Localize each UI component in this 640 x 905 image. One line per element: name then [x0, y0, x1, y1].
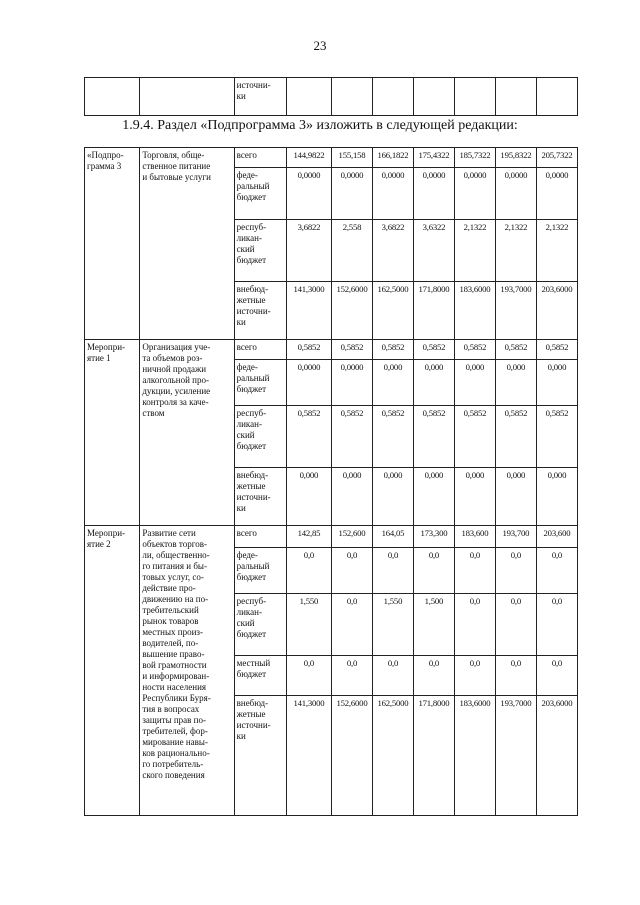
- subprogram-table: [84, 147, 578, 816]
- year-value-cell: 0,0000: [536, 168, 577, 220]
- year-value-cell: 0,5852: [536, 406, 577, 468]
- top-cell-empty: [85, 78, 140, 116]
- year-value-cell: 152,6000: [331, 282, 372, 340]
- year-value-cell: 0,0: [454, 656, 495, 696]
- funding-source-label: внебюд- жетные источни- ки: [234, 282, 286, 340]
- year-value-cell: 0,000: [372, 468, 413, 526]
- year-value-cell: 2,1322: [536, 220, 577, 282]
- year-value-cell: 193,7000: [495, 696, 536, 816]
- year-value-cell: 2,1322: [454, 220, 495, 282]
- year-value-cell: 0,0: [286, 548, 331, 594]
- year-value-cell: 183,600: [454, 526, 495, 548]
- top-cell-source-label: источни- ки: [234, 78, 286, 116]
- top-cell-empty: [286, 78, 331, 116]
- funding-source-label: внебюд- жетные источни- ки: [234, 468, 286, 526]
- year-value-cell: 152,600: [331, 526, 372, 548]
- year-value-cell: 0,5852: [331, 406, 372, 468]
- year-value-cell: 0,0: [536, 548, 577, 594]
- year-value-cell: 164,05: [372, 526, 413, 548]
- funding-source-label: респуб- ликан- ский бюджет: [234, 406, 286, 468]
- block-code: Меропри- ятие 2: [85, 526, 140, 816]
- year-value-cell: 0,000: [536, 360, 577, 406]
- year-value-cell: 205,7322: [536, 148, 577, 168]
- year-value-cell: 0,0000: [413, 168, 454, 220]
- top-cell-empty: [536, 78, 577, 116]
- year-value-cell: 171,8000: [413, 696, 454, 816]
- year-value-cell: 0,000: [331, 468, 372, 526]
- year-value-cell: 183,6000: [454, 282, 495, 340]
- year-value-cell: 0,0: [331, 548, 372, 594]
- year-value-cell: 193,700: [495, 526, 536, 548]
- table-row: [85, 148, 578, 168]
- page-number: 23: [313, 38, 327, 53]
- table-row: [85, 526, 578, 548]
- year-value-cell: 0,0: [495, 594, 536, 656]
- year-value-cell: 3,6822: [286, 220, 331, 282]
- year-value-cell: 0,0: [454, 594, 495, 656]
- year-value-cell: 142,85: [286, 526, 331, 548]
- year-value-cell: 0,000: [536, 468, 577, 526]
- year-value-cell: 0,0000: [331, 168, 372, 220]
- funding-source-label: всего: [234, 148, 286, 168]
- year-value-cell: 0,000: [454, 360, 495, 406]
- year-value-cell: 0,0000: [495, 168, 536, 220]
- funding-source-label: феде- ральный бюджет: [234, 360, 286, 406]
- top-cell-empty: [140, 78, 234, 116]
- year-value-cell: 3,6322: [413, 220, 454, 282]
- year-value-cell: 0,5852: [372, 406, 413, 468]
- year-value-cell: 0,0: [536, 656, 577, 696]
- year-value-cell: 0,0: [286, 656, 331, 696]
- top-cell-empty: [454, 78, 495, 116]
- year-value-cell: 0,0: [372, 548, 413, 594]
- block-title: Развитие сети объектов торгов- ли, общественно- го питания и бы- товых услуг, со- действие про- движению на по- требительский рынок товаров местных произ- водителей, по- вышение право- вой грамотности и информирован- ности населения Республики Буря- тия в вопросах защиты прав по- требителей, фор- мирование навы- ков рационально- го потребитель- ского поведения: [140, 526, 234, 816]
- year-value-cell: 203,6000: [536, 282, 577, 340]
- year-value-cell: 152,6000: [331, 696, 372, 816]
- year-value-cell: 0,5852: [495, 406, 536, 468]
- year-value-cell: 0,000: [413, 360, 454, 406]
- year-value-cell: 0,5852: [372, 340, 413, 360]
- year-value-cell: 0,5852: [413, 340, 454, 360]
- table-row: [85, 340, 578, 360]
- year-value-cell: 0,5852: [286, 406, 331, 468]
- year-value-cell: 183,6000: [454, 696, 495, 816]
- year-value-cell: 0,5852: [413, 406, 454, 468]
- year-value-cell: 173,300: [413, 526, 454, 548]
- year-value-cell: 141,3000: [286, 696, 331, 816]
- year-value-cell: 162,5000: [372, 282, 413, 340]
- year-value-cell: 0,5852: [536, 340, 577, 360]
- block-code: Меропри- ятие 1: [85, 340, 140, 526]
- year-value-cell: 141,3000: [286, 282, 331, 340]
- year-value-cell: 193,7000: [495, 282, 536, 340]
- year-value-cell: 0,0: [331, 656, 372, 696]
- section-heading: 1.9.4. Раздел «Подпрограмма 3» изложить в следующей редакции:: [122, 118, 518, 133]
- year-value-cell: 0,000: [413, 468, 454, 526]
- year-value-cell: 0,0000: [286, 168, 331, 220]
- year-value-cell: 1,500: [413, 594, 454, 656]
- year-value-cell: 0,0000: [286, 360, 331, 406]
- year-value-cell: 0,5852: [454, 406, 495, 468]
- year-value-cell: 0,000: [454, 468, 495, 526]
- block-title: Торговля, обще- ственное питание и бытовые услуги: [140, 148, 234, 340]
- year-value-cell: 0,0: [495, 656, 536, 696]
- year-value-cell: 171,8000: [413, 282, 454, 340]
- year-value-cell: 203,6000: [536, 696, 577, 816]
- year-value-cell: 0,0000: [331, 360, 372, 406]
- top-cell-empty: [372, 78, 413, 116]
- year-value-cell: 0,000: [495, 468, 536, 526]
- year-value-cell: 0,000: [495, 360, 536, 406]
- funding-source-label: феде- ральный бюджет: [234, 548, 286, 594]
- top-table-fragment: [84, 77, 578, 116]
- year-value-cell: 0,5852: [495, 340, 536, 360]
- year-value-cell: 203,600: [536, 526, 577, 548]
- year-value-cell: 2,1322: [495, 220, 536, 282]
- year-value-cell: 166,1822: [372, 148, 413, 168]
- year-value-cell: 0,000: [286, 468, 331, 526]
- block-code: «Подпро- грамма 3: [85, 148, 140, 340]
- year-value-cell: 162,5000: [372, 696, 413, 816]
- year-value-cell: 0,000: [372, 360, 413, 406]
- top-cell-empty: [495, 78, 536, 116]
- year-value-cell: 0,0000: [372, 168, 413, 220]
- funding-source-label: феде- ральный бюджет: [234, 168, 286, 220]
- year-value-cell: 0,0: [536, 594, 577, 656]
- year-value-cell: 144,9822: [286, 148, 331, 168]
- year-value-cell: 1,550: [372, 594, 413, 656]
- year-value-cell: 0,0: [454, 548, 495, 594]
- year-value-cell: 0,5852: [454, 340, 495, 360]
- funding-source-label: внебюд- жетные источни- ки: [234, 696, 286, 816]
- year-value-cell: 0,0000: [454, 168, 495, 220]
- year-value-cell: 175,4322: [413, 148, 454, 168]
- funding-source-label: респуб- ликан- ский бюджет: [234, 220, 286, 282]
- year-value-cell: 0,0: [495, 548, 536, 594]
- year-value-cell: 2,558: [331, 220, 372, 282]
- year-value-cell: 3,6822: [372, 220, 413, 282]
- year-value-cell: 0,0: [413, 548, 454, 594]
- year-value-cell: 0,0: [331, 594, 372, 656]
- block-title: Организация уче- та объемов роз- ничной продажи алкогольной про- дукции, усиление контроля за каче- ством: [140, 340, 234, 526]
- year-value-cell: 0,5852: [331, 340, 372, 360]
- year-value-cell: 0,0: [372, 656, 413, 696]
- year-value-cell: 195,8322: [495, 148, 536, 168]
- funding-source-label: местный бюджет: [234, 656, 286, 696]
- year-value-cell: 1,550: [286, 594, 331, 656]
- funding-source-label: респуб- ликан- ский бюджет: [234, 594, 286, 656]
- top-cell-empty: [413, 78, 454, 116]
- year-value-cell: 0,0: [413, 656, 454, 696]
- year-value-cell: 185,7322: [454, 148, 495, 168]
- funding-source-label: всего: [234, 340, 286, 360]
- year-value-cell: 0,5852: [286, 340, 331, 360]
- year-value-cell: 155,158: [331, 148, 372, 168]
- top-cell-empty: [331, 78, 372, 116]
- funding-source-label: всего: [234, 526, 286, 548]
